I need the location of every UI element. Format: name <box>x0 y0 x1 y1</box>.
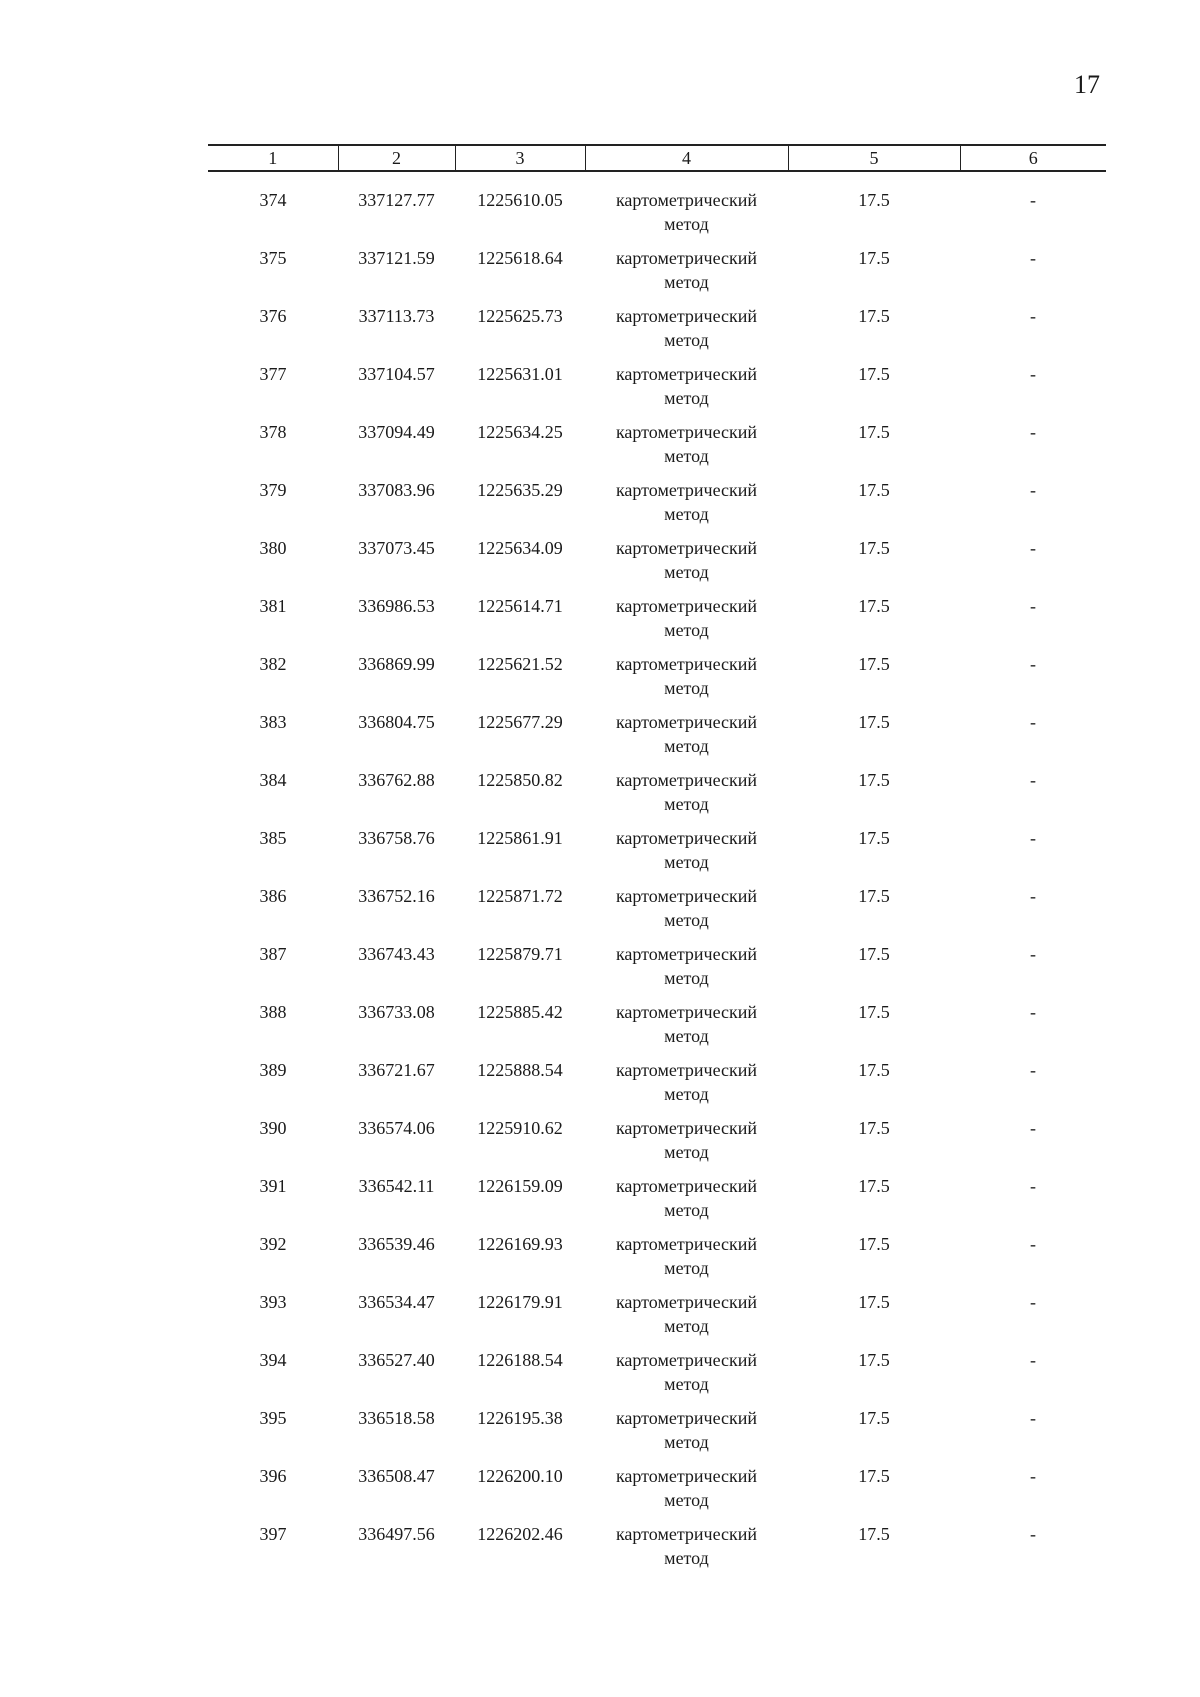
method-line-1: картометрический <box>615 1524 758 1544</box>
y-coordinate-cell: 1226188.54 <box>477 1350 563 1370</box>
method-line-2: метод <box>664 1142 709 1162</box>
x-coordinate-cell: 336508.47 <box>358 1466 435 1486</box>
method-cell <box>585 884 788 942</box>
column-header-1: 1 <box>208 145 338 171</box>
note-cell: - <box>1030 1176 1036 1196</box>
note-cell: - <box>1030 480 1036 500</box>
x-coordinate-cell: 336518.58 <box>358 1408 435 1428</box>
x-coordinate-cell: 337127.77 <box>358 190 435 210</box>
y-coordinate-cell: 1226202.46 <box>477 1524 563 1544</box>
method-cell <box>585 1464 788 1522</box>
method-cell <box>585 1116 788 1174</box>
x-coordinate-cell: 336758.76 <box>358 828 435 848</box>
table-row <box>208 826 1106 884</box>
method-line-2: метод <box>664 1490 709 1510</box>
table-row <box>208 1464 1106 1522</box>
note-cell: - <box>1030 770 1036 790</box>
x-coordinate-cell: 337094.49 <box>358 422 435 442</box>
point-number-cell: 387 <box>259 944 287 964</box>
accuracy-cell: 17.5 <box>858 712 890 732</box>
method-line-2: метод <box>664 794 709 814</box>
method-line-2: метод <box>664 562 709 582</box>
accuracy-cell: 17.5 <box>858 1350 890 1370</box>
x-coordinate-cell: 337073.45 <box>358 538 435 558</box>
method-line-1: картометрический <box>615 1466 758 1486</box>
point-number-cell: 388 <box>259 1002 287 1022</box>
method-line-1: картометрический <box>615 1234 758 1254</box>
table-row <box>208 942 1106 1000</box>
method-cell <box>585 1000 788 1058</box>
accuracy-cell: 17.5 <box>858 1292 890 1312</box>
table-row <box>208 1232 1106 1290</box>
method-line-1: картометрический <box>615 190 758 210</box>
y-coordinate-cell: 1225625.73 <box>477 306 563 326</box>
method-cell <box>585 1522 788 1580</box>
method-line-2: метод <box>664 910 709 930</box>
accuracy-cell: 17.5 <box>858 1118 890 1138</box>
point-number-cell: 384 <box>259 770 287 790</box>
point-number-cell: 392 <box>259 1234 287 1254</box>
table-row <box>208 1174 1106 1232</box>
x-coordinate-cell: 336869.99 <box>358 654 435 674</box>
accuracy-cell: 17.5 <box>858 1176 890 1196</box>
note-cell: - <box>1030 828 1036 848</box>
point-number-cell: 386 <box>259 886 287 906</box>
column-header-6: 6 <box>960 145 1106 171</box>
note-cell: - <box>1030 248 1036 268</box>
method-line-1: картометрический <box>615 944 758 964</box>
method-line-1: картометрический <box>615 1118 758 1138</box>
method-line-1: картометрический <box>615 886 758 906</box>
x-coordinate-cell: 336721.67 <box>358 1060 435 1080</box>
accuracy-cell: 17.5 <box>858 886 890 906</box>
method-cell <box>585 246 788 304</box>
note-cell: - <box>1030 886 1036 906</box>
method-cell <box>585 304 788 362</box>
method-cell <box>585 768 788 826</box>
x-coordinate-cell: 336752.16 <box>358 886 435 906</box>
x-coordinate-cell: 336733.08 <box>358 1002 435 1022</box>
table-row <box>208 652 1106 710</box>
table-row <box>208 478 1106 536</box>
method-cell <box>585 1174 788 1232</box>
x-coordinate-cell: 336497.56 <box>358 1524 435 1544</box>
method-line-2: метод <box>664 736 709 756</box>
note-cell: - <box>1030 1524 1036 1544</box>
coordinates-table <box>208 144 1106 1580</box>
x-coordinate-cell: 336527.40 <box>358 1350 435 1370</box>
method-cell <box>585 420 788 478</box>
method-cell <box>585 1348 788 1406</box>
x-coordinate-cell: 336804.75 <box>358 712 435 732</box>
note-cell: - <box>1030 1292 1036 1312</box>
method-line-2: метод <box>664 272 709 292</box>
note-cell: - <box>1030 1408 1036 1428</box>
method-line-2: метод <box>664 214 709 234</box>
y-coordinate-cell: 1225850.82 <box>477 770 563 790</box>
method-line-1: картометрический <box>615 306 758 326</box>
column-header-5: 5 <box>788 145 960 171</box>
method-line-1: картометрический <box>615 1350 758 1370</box>
method-cell <box>585 1232 788 1290</box>
table-row <box>208 768 1106 826</box>
x-coordinate-cell: 336986.53 <box>358 596 435 616</box>
method-line-1: картометрический <box>615 1060 758 1080</box>
y-coordinate-cell: 1225888.54 <box>477 1060 563 1080</box>
note-cell: - <box>1030 1118 1036 1138</box>
method-line-2: метод <box>664 330 709 350</box>
note-cell: - <box>1030 1234 1036 1254</box>
x-coordinate-cell: 336539.46 <box>358 1234 435 1254</box>
accuracy-cell: 17.5 <box>858 480 890 500</box>
point-number-cell: 378 <box>259 422 287 442</box>
column-header-3: 3 <box>455 145 585 171</box>
y-coordinate-cell: 1225910.62 <box>477 1118 563 1138</box>
accuracy-cell: 17.5 <box>858 190 890 210</box>
method-line-2: метод <box>664 504 709 524</box>
point-number-cell: 396 <box>259 1466 287 1486</box>
x-coordinate-cell: 337104.57 <box>358 364 435 384</box>
method-line-1: картометрический <box>615 654 758 674</box>
point-number-cell: 375 <box>259 248 287 268</box>
method-line-1: картометрический <box>615 538 758 558</box>
accuracy-cell: 17.5 <box>858 596 890 616</box>
point-number-cell: 395 <box>259 1408 287 1428</box>
table-row <box>208 594 1106 652</box>
method-cell <box>585 652 788 710</box>
y-coordinate-cell: 1225618.64 <box>477 248 563 268</box>
point-number-cell: 381 <box>259 596 287 616</box>
method-line-2: метод <box>664 1316 709 1336</box>
page-number: 17 <box>1074 70 1100 99</box>
accuracy-cell: 17.5 <box>858 654 890 674</box>
point-number-cell: 380 <box>259 538 287 558</box>
x-coordinate-cell: 336574.06 <box>358 1118 435 1138</box>
x-coordinate-cell: 337121.59 <box>358 248 435 268</box>
note-cell: - <box>1030 1060 1036 1080</box>
point-number-cell: 391 <box>259 1176 287 1196</box>
y-coordinate-cell: 1225871.72 <box>477 886 563 906</box>
point-number-cell: 382 <box>259 654 287 674</box>
method-line-1: картометрический <box>615 1408 758 1428</box>
accuracy-cell: 17.5 <box>858 306 890 326</box>
y-coordinate-cell: 1225885.42 <box>477 1002 563 1022</box>
accuracy-cell: 17.5 <box>858 364 890 384</box>
table-row <box>208 1290 1106 1348</box>
column-header-2: 2 <box>338 145 455 171</box>
y-coordinate-cell: 1226169.93 <box>477 1234 563 1254</box>
method-line-1: картометрический <box>615 1292 758 1312</box>
table-row <box>208 710 1106 768</box>
y-coordinate-cell: 1225634.25 <box>477 422 563 442</box>
x-coordinate-cell: 336534.47 <box>358 1292 435 1312</box>
column-header-4: 4 <box>585 145 788 171</box>
table-row <box>208 1000 1106 1058</box>
table-row <box>208 1116 1106 1174</box>
point-number-cell: 383 <box>259 712 287 732</box>
method-line-1: картометрический <box>615 422 758 442</box>
method-line-1: картометрический <box>615 364 758 384</box>
x-coordinate-cell: 336762.88 <box>358 770 435 790</box>
accuracy-cell: 17.5 <box>858 944 890 964</box>
table-body <box>208 171 1106 1580</box>
y-coordinate-cell: 1225610.05 <box>477 190 563 210</box>
table-row <box>208 1406 1106 1464</box>
method-cell <box>585 1290 788 1348</box>
table-row <box>208 304 1106 362</box>
method-line-2: метод <box>664 1374 709 1394</box>
point-number-cell: 389 <box>259 1060 287 1080</box>
accuracy-cell: 17.5 <box>858 1234 890 1254</box>
method-line-2: метод <box>664 968 709 988</box>
table-row <box>208 246 1106 304</box>
method-cell <box>585 594 788 652</box>
method-cell <box>585 1406 788 1464</box>
table-row <box>208 171 1106 246</box>
method-line-1: картометрический <box>615 1176 758 1196</box>
method-line-1: картометрический <box>615 770 758 790</box>
method-line-1: картометрический <box>615 828 758 848</box>
table-row <box>208 1348 1106 1406</box>
x-coordinate-cell: 337113.73 <box>358 306 435 326</box>
method-line-2: метод <box>664 1200 709 1220</box>
method-cell <box>585 478 788 536</box>
method-cell <box>585 171 788 246</box>
method-cell <box>585 710 788 768</box>
method-cell <box>585 826 788 884</box>
method-line-2: метод <box>664 388 709 408</box>
accuracy-cell: 17.5 <box>858 770 890 790</box>
accuracy-cell: 17.5 <box>858 1002 890 1022</box>
table-row <box>208 1522 1106 1580</box>
y-coordinate-cell: 1226200.10 <box>477 1466 563 1486</box>
table-row <box>208 884 1106 942</box>
point-number-cell: 377 <box>259 364 287 384</box>
y-coordinate-cell: 1225634.09 <box>477 538 563 558</box>
point-number-cell: 385 <box>259 828 287 848</box>
method-line-2: метод <box>664 1432 709 1452</box>
note-cell: - <box>1030 190 1036 210</box>
point-number-cell: 376 <box>259 306 287 326</box>
y-coordinate-cell: 1226179.91 <box>477 1292 563 1312</box>
table-row <box>208 420 1106 478</box>
y-coordinate-cell: 1226195.38 <box>477 1408 563 1428</box>
point-number-cell: 393 <box>259 1292 287 1312</box>
y-coordinate-cell: 1226159.09 <box>477 1176 563 1196</box>
method-cell <box>585 1058 788 1116</box>
method-cell <box>585 536 788 594</box>
method-line-2: метод <box>664 1258 709 1278</box>
method-line-2: метод <box>664 852 709 872</box>
y-coordinate-cell: 1225861.91 <box>477 828 563 848</box>
table-row <box>208 362 1106 420</box>
note-cell: - <box>1030 1350 1036 1370</box>
method-line-1: картометрический <box>615 248 758 268</box>
accuracy-cell: 17.5 <box>858 422 890 442</box>
note-cell: - <box>1030 712 1036 732</box>
method-cell <box>585 942 788 1000</box>
point-number-cell: 397 <box>259 1524 287 1544</box>
accuracy-cell: 17.5 <box>858 828 890 848</box>
method-line-2: метод <box>664 1548 709 1568</box>
y-coordinate-cell: 1225635.29 <box>477 480 563 500</box>
accuracy-cell: 17.5 <box>858 538 890 558</box>
method-line-2: метод <box>664 446 709 466</box>
y-coordinate-cell: 1225614.71 <box>477 596 563 616</box>
table-row <box>208 1058 1106 1116</box>
method-line-2: метод <box>664 678 709 698</box>
y-coordinate-cell: 1225631.01 <box>477 364 563 384</box>
point-number-cell: 394 <box>259 1350 287 1370</box>
x-coordinate-cell: 336743.43 <box>358 944 435 964</box>
note-cell: - <box>1030 654 1036 674</box>
note-cell: - <box>1030 1466 1036 1486</box>
y-coordinate-cell: 1225879.71 <box>477 944 563 964</box>
method-cell <box>585 362 788 420</box>
method-line-2: метод <box>664 1084 709 1104</box>
accuracy-cell: 17.5 <box>858 248 890 268</box>
method-line-1: картометрический <box>615 712 758 732</box>
accuracy-cell: 17.5 <box>858 1524 890 1544</box>
method-line-1: картометрический <box>615 596 758 616</box>
method-line-1: картометрический <box>615 1002 758 1022</box>
note-cell: - <box>1030 1002 1036 1022</box>
note-cell: - <box>1030 596 1036 616</box>
point-number-cell: 390 <box>259 1118 287 1138</box>
x-coordinate-cell: 337083.96 <box>358 480 435 500</box>
accuracy-cell: 17.5 <box>858 1060 890 1080</box>
method-line-1: картометрический <box>615 480 758 500</box>
table-header <box>208 145 1106 171</box>
note-cell: - <box>1030 306 1036 326</box>
method-line-2: метод <box>664 1026 709 1046</box>
method-line-2: метод <box>664 620 709 640</box>
point-number-cell: 374 <box>259 190 287 210</box>
y-coordinate-cell: 1225677.29 <box>477 712 563 732</box>
table-row <box>208 536 1106 594</box>
x-coordinate-cell: 336542.11 <box>358 1176 435 1196</box>
y-coordinate-cell: 1225621.52 <box>477 654 563 674</box>
accuracy-cell: 17.5 <box>858 1408 890 1428</box>
note-cell: - <box>1030 538 1036 558</box>
note-cell: - <box>1030 364 1036 384</box>
note-cell: - <box>1030 422 1036 442</box>
accuracy-cell: 17.5 <box>858 1466 890 1486</box>
point-number-cell: 379 <box>259 480 287 500</box>
header-row <box>208 145 1106 171</box>
note-cell: - <box>1030 944 1036 964</box>
